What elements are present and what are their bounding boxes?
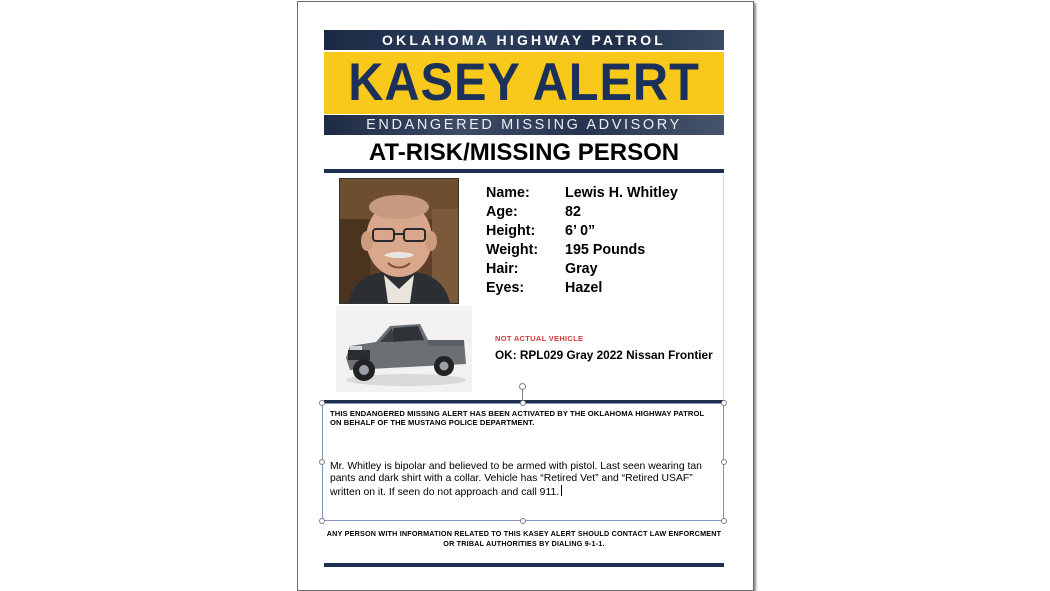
resize-handle[interactable] <box>319 459 325 465</box>
detail-label: Hair: <box>486 261 519 277</box>
contact-notice: ANY PERSON WITH INFORMATION RELATED TO THIS KASEY ALERT SHOULD CONTACT LAW ENFORCMENT OR TRIBAL AUTHORITIES BY DIALING 9-1-1. <box>326 529 722 548</box>
resize-handle[interactable] <box>520 518 526 524</box>
resize-handle[interactable] <box>721 400 727 406</box>
divider-bottom <box>324 563 724 567</box>
info-border <box>723 174 724 400</box>
vehicle-photo <box>336 306 472 392</box>
divider-top <box>324 169 724 173</box>
detail-value: Gray <box>565 261 598 277</box>
resize-handle[interactable] <box>721 459 727 465</box>
detail-label: Eyes: <box>486 280 525 296</box>
detail-hair <box>486 260 678 279</box>
detail-label: Height: <box>486 223 536 239</box>
vehicle-description: OK: RPL029 Gray 2022 Nissan Frontier <box>495 348 713 362</box>
detail-eyes <box>486 279 678 298</box>
detail-weight <box>486 241 678 260</box>
resize-handle[interactable] <box>520 400 526 406</box>
detail-age <box>486 203 678 222</box>
detail-height <box>486 222 678 241</box>
detail-label: Name: <box>486 185 530 201</box>
bulletin-details[interactable] <box>330 461 720 498</box>
advisory-subtitle: ENDANGERED MISSING ADVISORY <box>324 115 724 135</box>
alert-document <box>297 1 754 591</box>
vehicle-disclaimer: NOT ACTUAL VEHICLE <box>495 334 584 343</box>
agency-banner: OKLAHOMA HIGHWAY PATROL <box>324 30 724 50</box>
alert-title-text: KASEY ALERT <box>348 53 700 112</box>
resize-handle[interactable] <box>319 518 325 524</box>
truck-icon <box>336 306 472 392</box>
detail-label: Age: <box>486 204 518 220</box>
text-cursor <box>561 485 562 496</box>
activation-notice: THIS ENDANGERED MISSING ALERT HAS BEEN ACTIVATED BY THE OKLAHOMA HIGHWAY PATROL ON BEHALF OF THE MUSTANG POLICE DEPARTMENT. <box>330 409 705 427</box>
detail-label: Weight: <box>486 242 539 258</box>
person-details <box>486 184 678 298</box>
person-photo <box>339 178 459 304</box>
bulletin-details-text: Mr. Whitley is bipolar and believed to be armed with pistol. Last seen wearing tan pants and dark shirt with a collar. Vehicle has “Retired Vet” and “Retired USAF” written on it. If seen do not approach and call 911. <box>330 461 702 498</box>
detail-name <box>486 184 678 203</box>
rotate-handle[interactable] <box>519 383 526 390</box>
detail-value: 195 Pounds <box>565 242 646 258</box>
resize-handle[interactable] <box>319 400 325 406</box>
alert-title <box>324 52 724 114</box>
category-heading: AT-RISK/MISSING PERSON <box>368 139 680 166</box>
detail-value: Hazel <box>565 280 603 296</box>
detail-value: 6’ 0” <box>565 223 596 239</box>
detail-value: Lewis H. Whitley <box>565 185 678 201</box>
person-photo-image <box>340 179 458 303</box>
resize-handle[interactable] <box>721 518 727 524</box>
detail-value: 82 <box>565 204 581 220</box>
